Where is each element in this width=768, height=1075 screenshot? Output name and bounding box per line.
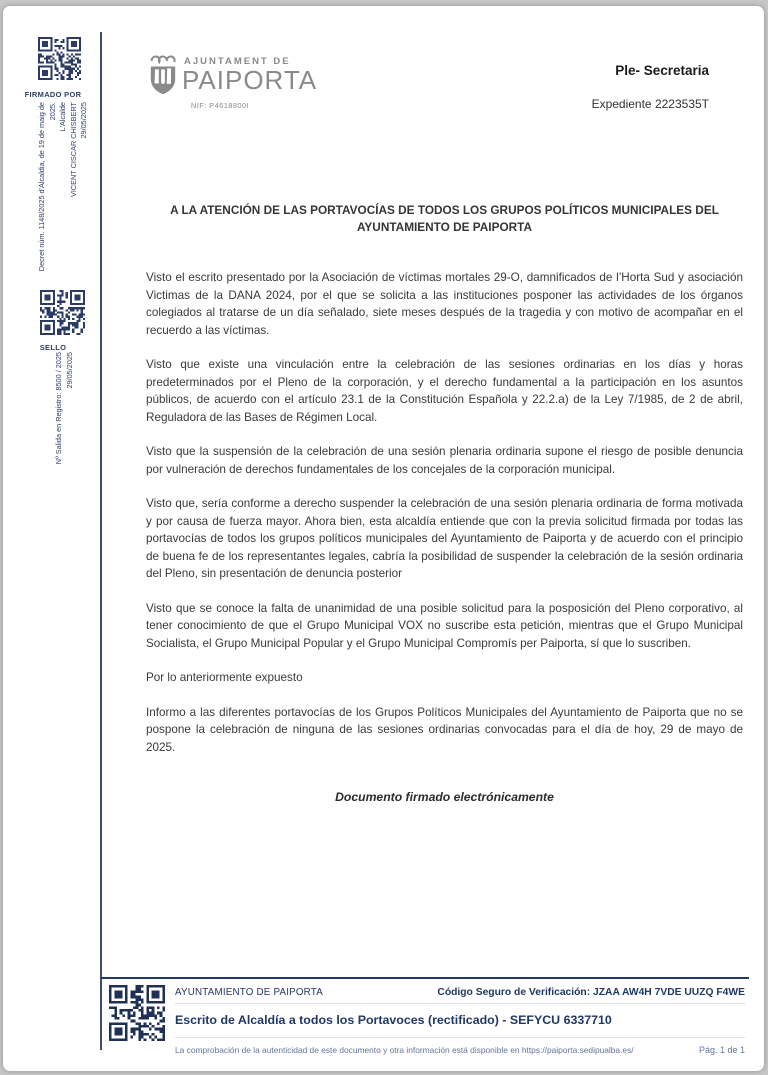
- seal-label: SELLO: [39, 343, 67, 352]
- signature-line: 2025.: [47, 102, 57, 121]
- qr-code-seal-icon: [40, 290, 85, 335]
- seal-registry-text: [54, 352, 78, 480]
- letter-paragraph: Informo a las diferentes portavocías de los Grupos Políticos Municipales del Ayuntamiento de Paiporta que no se pospone la celebración de ninguna de las sesiones ordinarias convocadas para el día de hoy, 29 de mayo de 2025.: [146, 705, 743, 754]
- document-page: [3, 6, 764, 1071]
- org-name-small: AJUNTAMENT DE: [184, 56, 291, 67]
- org-name-large: PAIPORTA: [182, 65, 318, 95]
- seal-line: Nº Salida en Registro: 8500 / 2025: [54, 352, 63, 465]
- footer-verification-code: Código Seguro de Verificación: JZAA AW4H 7VDE UUZQ F4WE: [437, 987, 745, 998]
- seal-line: 29/05/2025: [64, 352, 74, 389]
- letter-body: [146, 202, 743, 816]
- signature-line: Decret núm. 1148/2025 d'Alcaldia, de 19 de maig de: [37, 102, 46, 272]
- letter-paragraph: Visto que existe una vinculación entre la celebración de las sesiones ordinarias en los días y horas predeterminados por el Pleno de la corporación, y el derecho fundamental a la participación en los asuntos públicos, de acuerdo con el artículo 23.1 de la Constitución Española y 22.2.a) de la Ley 7/1985, de 2 de abril, Reguladora de las Bases de Régimen Local.: [146, 358, 743, 424]
- footer-row-org: [175, 984, 745, 1004]
- footer-page-number: Pág. 1 de 1: [698, 1045, 745, 1055]
- letter-title: A LA ATENCIÓN DE LAS PORTAVOCÍAS DE TODOS LOS GRUPOS POLÍTICOS MUNICIPALES DEL AYUNTAMIENTO DE PAIPORTA: [170, 203, 719, 234]
- paiporta-crest-icon: [148, 50, 178, 98]
- header-right-block: [592, 63, 709, 111]
- signature-decree-text: [37, 102, 93, 280]
- qr-code-verification-icon: [109, 985, 165, 1041]
- org-nif: NIF: P4618800I: [190, 101, 250, 110]
- footer-row-note: [175, 1038, 745, 1055]
- expediente-number: Expediente 2223535T: [591, 97, 709, 111]
- signature-line: 29/05/2025: [79, 102, 88, 139]
- footer-row-title: [175, 1004, 745, 1038]
- footer-document-title: Escrito de Alcaldía a todos los Portavoces (rectificado) - SEFYCU 6337710: [175, 1013, 612, 1027]
- signed-by-label: FIRMADO POR: [24, 90, 82, 99]
- signature-line: VICENT CISCAR CHISBERT: [68, 102, 78, 198]
- footer: [175, 984, 745, 1055]
- footer-org-name: AYUNTAMIENTO DE PAIPORTA: [175, 987, 323, 998]
- letter-paragraph: Visto que la suspensión de la celebración de una sesión plenaria ordinaria supone el riesgo de posible denuncia por vulneración de derechos fundamentales de los concejales de la corporación municipal.: [146, 445, 743, 476]
- qr-code-signed-icon: [38, 37, 81, 80]
- signature-line: L'Alcalde: [58, 102, 67, 132]
- department-title: Ple- Secretaria: [615, 63, 709, 78]
- electronic-signature-note: Documento firmado electrónicamente: [335, 790, 554, 804]
- letter-paragraph: Visto que, sería conforme a derecho suspender la celebración de una sesión plenaria ordinaria de forma motivada y por causa de fuerza mayor. Ahora bien, esta alcaldía entiende que con la previa solicitud firmada por todas las portavocías de todos los grupos políticos municipales del Ayuntamiento de Paiporta y de acuerdo con el principio de buena fe de los representantes legales, cabría la posibilidad de suspender la celebración de la sesión ordinaria del Pleno, sin presentación de denuncia posterior: [146, 497, 743, 580]
- letter-paragraph: Por lo anteriormente expuesto: [146, 671, 303, 684]
- letter-paragraph: Visto que se conoce la falta de unanimidad de una posible solicitud para la posposición del Pleno corporativo, al tener conocimiento de que el Grupo Municipal VOX no suscribe esta petición, mientras que el Grupo Municipal Socialista, el Grupo Municipal Popular y el Grupo Municipal Compromís per Paiporta, sí que lo suscriben.: [146, 601, 743, 650]
- letter-paragraph: Visto el escrito presentado por la Asociación de víctimas mortales 29-O, damnificados de l’Horta Sud y asociación Victimas de la DANA 2024, por el que se solicita a las instituciones posponer las actividades de los órganos colegiados al tratarse de un día señalado, siete meses después de la tragedia y con motivo de acompañar en el recuerdo a las víctimas.: [146, 271, 743, 337]
- sidebar-divider-line: [100, 32, 102, 1050]
- footer-divider-line: [101, 977, 749, 979]
- footer-verify-note: La comprobación de la autenticidad de este documento y otra información está disponible en https://paiporta.sedipualba.es/: [175, 1045, 634, 1055]
